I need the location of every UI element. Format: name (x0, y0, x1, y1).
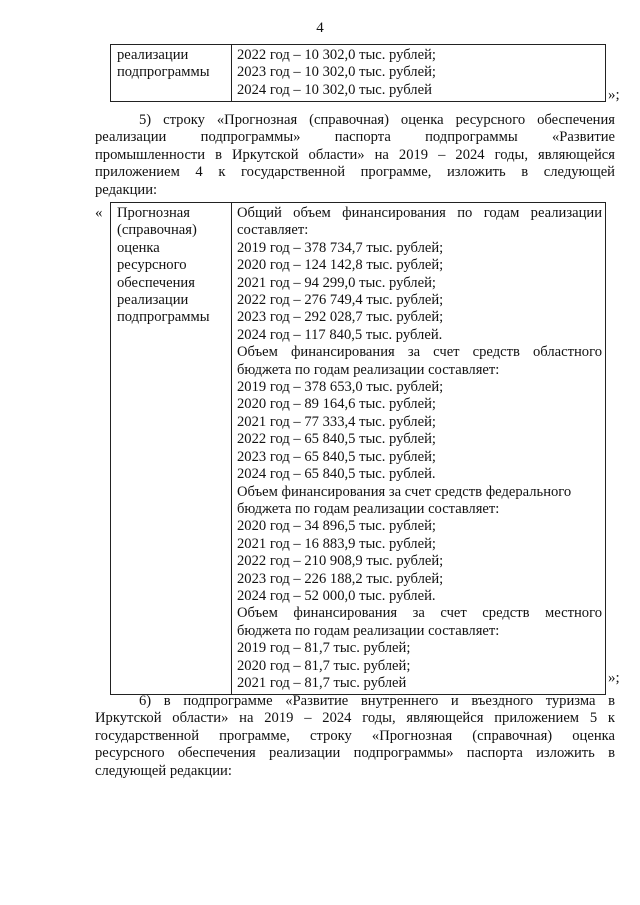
paragraph-line: приложением 4 к государственной программе, изложить в следующей (95, 164, 615, 181)
funding-line: 2022 год – 210 908,9 тыс. рублей; (237, 553, 444, 570)
funding-line: 2024 год – 52 000,0 тыс. рублей. (237, 587, 436, 604)
table-left-cell (111, 203, 232, 694)
left-cell-line: ресурсного (117, 257, 187, 274)
funding-table (110, 202, 606, 695)
funding-line: 2023 год – 292 028,7 тыс. рублей; (237, 309, 444, 326)
funding-heading-line: составляет: (237, 222, 309, 239)
funding-heading-line: бюджета по годам реализации составляет: (237, 500, 500, 517)
table-right-cell (232, 203, 605, 694)
funding-line: 2024 год – 117 840,5 тыс. рублей. (237, 326, 443, 343)
table-left-cell (111, 45, 232, 101)
funding-heading-line: бюджета по годам реализации составляет: (237, 361, 500, 378)
funding-line: 2019 год – 378 653,0 тыс. рублей; (237, 379, 444, 396)
funding-line: 2021 год – 77 333,4 тыс. рублей; (237, 413, 436, 430)
closing-quote: »; (608, 670, 620, 686)
funding-line: 2019 год – 81,7 тыс. рублей; (237, 640, 411, 657)
left-cell-line: реализации (117, 47, 189, 63)
funding-line: 2020 год – 81,7 тыс. рублей; (237, 657, 411, 674)
funding-line: 2024 год – 65 840,5 тыс. рублей. (237, 466, 436, 483)
funding-heading-line: бюджета по годам реализации составляет: (237, 622, 500, 639)
paragraph-line: государственной программе, строку «Прогнозная (справочная) оценка (95, 727, 615, 744)
closing-quote: »; (608, 87, 620, 103)
left-cell-line: оценка (117, 239, 160, 256)
paragraph-line: Иркутской области» на 2019 – 2024 годы, являющейся приложением 5 к (95, 710, 615, 727)
funding-line: 2023 год – 10 302,0 тыс. рублей; (237, 64, 436, 81)
paragraph-line: 5) строку «Прогнозная (справочная) оценка ресурсного обеспечения (139, 112, 615, 128)
left-cell-line: подпрограммы (117, 64, 210, 81)
page-number: 4 (316, 20, 324, 36)
paragraph-line: реализации подпрограммы» паспорта подпрограммы «Развитие (95, 129, 615, 146)
left-cell-line: обеспечения (117, 274, 195, 291)
funding-line: 2021 год – 94 299,0 тыс. рублей; (237, 274, 436, 291)
funding-heading-line: Объем финансирования за счет средств областного (237, 344, 602, 361)
funding-line: 2024 год – 10 302,0 тыс. рублей (237, 81, 432, 98)
funding-heading-line: Объем финансирования за счет средств федерального (237, 483, 572, 500)
left-cell-line: реализации (117, 292, 189, 309)
left-cell-line: подпрограммы (117, 309, 210, 326)
left-cell-line: (справочная) (117, 222, 197, 239)
funding-table-continuation (110, 44, 606, 102)
table-right-cell (232, 45, 605, 101)
funding-line: 2022 год – 10 302,0 тыс. рублей; (237, 47, 436, 63)
funding-line: 2021 год – 81,7 тыс. рублей (237, 674, 407, 691)
opening-quote: « (95, 205, 103, 221)
funding-heading-line: Объем финансирования за счет средств местного (237, 605, 602, 622)
funding-line: 2020 год – 89 164,6 тыс. рублей; (237, 396, 436, 413)
funding-line: 2020 год – 124 142,8 тыс. рублей; (237, 257, 444, 274)
paragraph-line: промышленности в Иркутской области» на 2019 – 2024 годы, являющейся (95, 146, 615, 163)
funding-heading-line: Общий объем финансирования по годам реализации (237, 205, 602, 221)
funding-line: 2023 год – 65 840,5 тыс. рублей; (237, 448, 436, 465)
funding-line: 2023 год – 226 188,2 тыс. рублей; (237, 570, 444, 587)
funding-line: 2022 год – 276 749,4 тыс. рублей; (237, 292, 444, 309)
funding-line: 2021 год – 16 883,9 тыс. рублей; (237, 535, 436, 552)
funding-line: 2020 год – 34 896,5 тыс. рублей; (237, 518, 436, 535)
paragraph-line: следующей редакции: (95, 762, 232, 779)
paragraph-item-5 (95, 112, 615, 199)
paragraph-line: редакции: (95, 181, 158, 198)
paragraph-line: ресурсного обеспечения реализации подпрограммы» паспорта изложить в (95, 745, 615, 762)
left-cell-line: Прогнозная (117, 205, 190, 221)
funding-line: 2022 год – 65 840,5 тыс. рублей; (237, 431, 436, 448)
paragraph-item-6 (95, 693, 615, 780)
funding-line: 2019 год – 378 734,7 тыс. рублей; (237, 239, 444, 256)
paragraph-line: 6) в подпрограмме «Развитие внутреннего и въездного туризма в (139, 693, 615, 709)
